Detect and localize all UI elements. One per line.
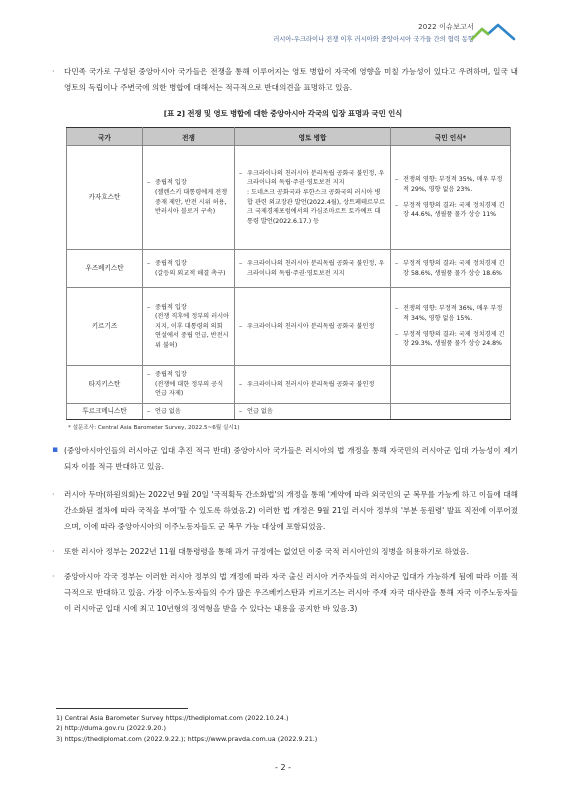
- header-annexation: 영토 병합: [235, 128, 391, 146]
- paragraph-text: (중앙아시아인들의 러시아군 입대 추진 적극 반대) 중앙아시아 국가들은 러시아의 법 개정을 통해 자국민의 러시아군 입대 가능성이 제기되자 이를 적극 반대하고 있음.: [64, 446, 518, 471]
- dash-bullet-icon: –: [395, 259, 399, 267]
- cell-item-text: (전쟁 직후에 정부의 러시아 지지, 이후 대통령의 의회 연설에서 중립 언급, 반전시위 불허): [155, 313, 230, 349]
- cell-item: [147, 312, 230, 350]
- cell-item-text: 중립적 입장: [155, 371, 187, 379]
- paragraph: [48, 569, 518, 617]
- dash-bullet-icon: –: [147, 259, 151, 267]
- cell-item: [239, 259, 386, 278]
- cell-item: [147, 188, 230, 217]
- war-cell: [143, 366, 235, 404]
- war-cell: [143, 146, 235, 250]
- bullet-dot-icon: ·: [52, 572, 55, 581]
- dash-bullet-icon: –: [239, 407, 243, 415]
- header-perception: 국민 인식*: [391, 128, 511, 146]
- cell-item: [147, 178, 230, 188]
- war-cell: [143, 404, 235, 420]
- war-cell: [143, 288, 235, 366]
- war-cell: [143, 250, 235, 288]
- top-paragraphs: [48, 64, 518, 96]
- annex-cell: [235, 366, 391, 404]
- bottom-paragraphs: [48, 443, 518, 617]
- cell-item-text: 우크라이나의 친러시아 분리독립 공화국 불인정: [247, 322, 375, 330]
- cell-item-text: (전쟁에 대한 정부의 공식 언급 자제): [155, 380, 224, 398]
- cell-item: [239, 188, 386, 226]
- cell-item-text: 우크라이나의 친러시아 분리독립 공화국 불인정, 우크라이나의 독립·주권·영토보전 지지: [247, 169, 385, 187]
- bullet-dot-icon: ·: [52, 67, 55, 76]
- annex-cell: [235, 250, 391, 288]
- table-row: [67, 288, 511, 366]
- cell-item-text: 부정적 영향의 결과: 국제 정치경제 긴장 58.6%, 생필품 물가 상승 18.6%: [403, 259, 505, 277]
- perception-cell: [391, 404, 511, 420]
- bullet-dot-icon: ·: [52, 490, 55, 499]
- cell-item-text: 언급 없음: [155, 407, 181, 415]
- cell-item-text: 전쟁의 영향: 부정적 35%, 매우 부정적 29%, 영향 없음 23%.: [403, 176, 503, 193]
- cell-item: [395, 259, 506, 278]
- table-row: [67, 404, 511, 420]
- country-cell: 우즈베키스탄: [67, 250, 143, 288]
- perception-cell: [391, 366, 511, 404]
- paragraph-text: 다민족 국가로 구성된 중앙아시아 국가들은 전쟁을 통해 이루어지는 영토 병합이 자국에 영향을 미칠 가능성이 있다고 우려하며, 일국 내 영토의 독립이나 주변국에 의한 병합에 대해서는 적극적으로 반대의견을 표명하고 있음.: [64, 67, 518, 92]
- cell-item: [395, 304, 506, 323]
- footnote: 1) Central Asia Barometer Survey https://thediplomat.com (2022.10.24.): [56, 714, 289, 722]
- table-source-note: * 설문조사: Central Asia Barometer Survey, 2022.5~6월 실시1): [68, 425, 240, 431]
- footnote: 2) http://duma.gov.ru (2022.9.20.): [56, 724, 166, 733]
- country-cell: 키르기즈: [67, 288, 143, 366]
- cell-item-text: 중립적 입장: [155, 303, 187, 311]
- dash-bullet-icon: –: [147, 303, 151, 311]
- cell-item-text: 중립적 입장: [155, 259, 187, 267]
- cell-item: [147, 269, 230, 279]
- dash-bullet-icon: –: [239, 380, 243, 388]
- header-war: 전쟁: [143, 128, 235, 146]
- dash-bullet-icon: –: [239, 169, 243, 177]
- cell-item-text: (젤렌스키 대통령에게 전쟁 중재 제안, 반전 시위 허용, 반러시아 블로거 구속): [155, 188, 228, 216]
- table-row: [67, 146, 511, 250]
- cell-item-text: (갈등의 외교적 해결 촉구): [155, 269, 226, 277]
- footnote-divider: [56, 708, 188, 709]
- cell-item-text: 부정적 영향의 결과: 국제 정치경제 긴장 29.3%, 생필품 물가 상승 24.8%: [403, 330, 505, 348]
- report-header: [273, 22, 474, 43]
- dash-bullet-icon: –: [395, 305, 399, 313]
- dash-bullet-icon: –: [395, 201, 399, 209]
- paragraph-text: 중앙아시아 각국 정부는 이러한 러시아 정부의 법 개정에 따라 자국 출신 러시아 거주자들의 러시아군 입대가 가능하게 됨에 따라 이를 적극적으로 반대하고 있음. 가장 이주노동자들의 수가 많은 우즈베키스탄과 키르기즈는 러시아 주재 자국 대사관을 통해 자국 이주노동자들이 러시아군 입대 시에 최고 10년형의 징역형을 받을 수 있다는 내용을 공지한 바 있음.3): [64, 572, 518, 613]
- cell-item: [239, 169, 386, 188]
- cell-item: [147, 407, 230, 417]
- table-row: [67, 250, 511, 288]
- cell-item-text: : 도네츠크 공화국과 루한스크 공화국의 러시아 병합 관련 외교장관 발언(2022.4월), 상트페테르부르크 국제경제포럼에서의 카심조마르트 토카예프 대통령 발언(2022.6.17.) 등: [247, 188, 385, 225]
- dash-bullet-icon: –: [239, 259, 243, 267]
- paragraph: [48, 487, 518, 535]
- cell-item-text: 중립적 입장: [155, 179, 187, 187]
- dash-bullet-icon: –: [147, 407, 151, 415]
- table-body: [67, 146, 511, 420]
- cell-item: [239, 322, 386, 332]
- cell-item: [395, 201, 506, 220]
- table-header-row: [67, 128, 511, 146]
- cell-item-text: 언급 없음: [247, 407, 273, 415]
- paragraph-text: 러시아 두마(하원의회)는 2022년 9월 20일 '국적획득 간소화법'의 개정을 통해 '계약에 따라 외국인의 군 복무를 가능케 하고 이들에 대해 간소화된 절차에 따라 국적을 부여'할 수 있도록 하였음.2) 이러한 법 개정은 9월 21일 러시아 정부의 '부분 동원령' 발표 직전에 이루어졌으며, 이에 따라 중앙아시아의 이주노동자들도 군 복무 가능 대상에 포함되었음.: [64, 490, 518, 531]
- square-bullet-icon: ▪: [52, 445, 59, 455]
- cell-item: [239, 407, 386, 417]
- cell-item: [147, 370, 230, 380]
- cell-item-text: 우크라이나의 친러시아 분리독립 공화국 불인정: [247, 380, 375, 388]
- footnote: 3) https://thediplomat.com (2022.9.22.); https://www.pravda.com.ua (2022.9.21.): [56, 734, 318, 743]
- page-number: - 2 -: [275, 763, 291, 772]
- table-row: [67, 366, 511, 404]
- dash-bullet-icon: –: [395, 176, 399, 184]
- perception-cell: [391, 146, 511, 250]
- footnotes: [56, 713, 317, 744]
- dash-bullet-icon: –: [147, 179, 151, 187]
- position-table: [66, 127, 511, 420]
- country-cell: 카자흐스탄: [67, 146, 143, 250]
- report-subtitle: 러시아-우크라이나 전쟁 이후 러시아와 중앙아시아 국가들 간의 협력 동향: [273, 36, 474, 43]
- bullet-dot-icon: ·: [52, 547, 55, 556]
- paragraph: [48, 544, 518, 560]
- annex-cell: [235, 404, 391, 420]
- cell-item: [147, 380, 230, 399]
- paragraph: [48, 443, 518, 475]
- cell-item-text: 전쟁의 영향: 부정적 36%, 매우 부정적 34%, 영향 없음 15%.: [403, 305, 503, 322]
- header-country: 국가: [67, 128, 143, 146]
- country-cell: 타지키스탄: [67, 366, 143, 404]
- cell-item: [147, 259, 230, 269]
- perception-cell: [391, 288, 511, 366]
- cell-item: [239, 380, 386, 390]
- page-content: [48, 64, 518, 626]
- cell-item: [147, 303, 230, 313]
- annex-cell: [235, 288, 391, 366]
- paragraph: [48, 64, 518, 96]
- annex-cell: [235, 146, 391, 250]
- cell-item-text: 우크라이나의 친러시아 분리독립 공화국 불인정, 우크라이나의 독립·주권·영토보전 지지: [247, 259, 385, 277]
- table-title: [표 2] 전쟁 및 영토 병합에 대한 중앙아시아 각국의 입장 표명과 국민 인식: [163, 109, 403, 118]
- country-cell: 투르크메니스탄: [67, 404, 143, 420]
- paragraph-text: 또한 러시아 정부는 2022년 11월 대통령령을 통해 과거 규정에는 없었던 이중 국적 러시아인의 징병을 허용하기로 하였음.: [64, 547, 470, 556]
- dash-bullet-icon: –: [147, 371, 151, 379]
- report-title: 2022 이슈보고서: [418, 23, 474, 31]
- dash-bullet-icon: –: [239, 322, 243, 330]
- mountain-logo-icon: [470, 22, 516, 42]
- cell-item: [395, 330, 506, 349]
- cell-item: [395, 175, 506, 194]
- dash-bullet-icon: –: [395, 330, 399, 338]
- perception-cell: [391, 250, 511, 288]
- cell-item-text: 부정적 영향의 결과: 국제 정치경제 긴장 44.6%, 생필품 물가 상승 11%: [403, 201, 505, 219]
